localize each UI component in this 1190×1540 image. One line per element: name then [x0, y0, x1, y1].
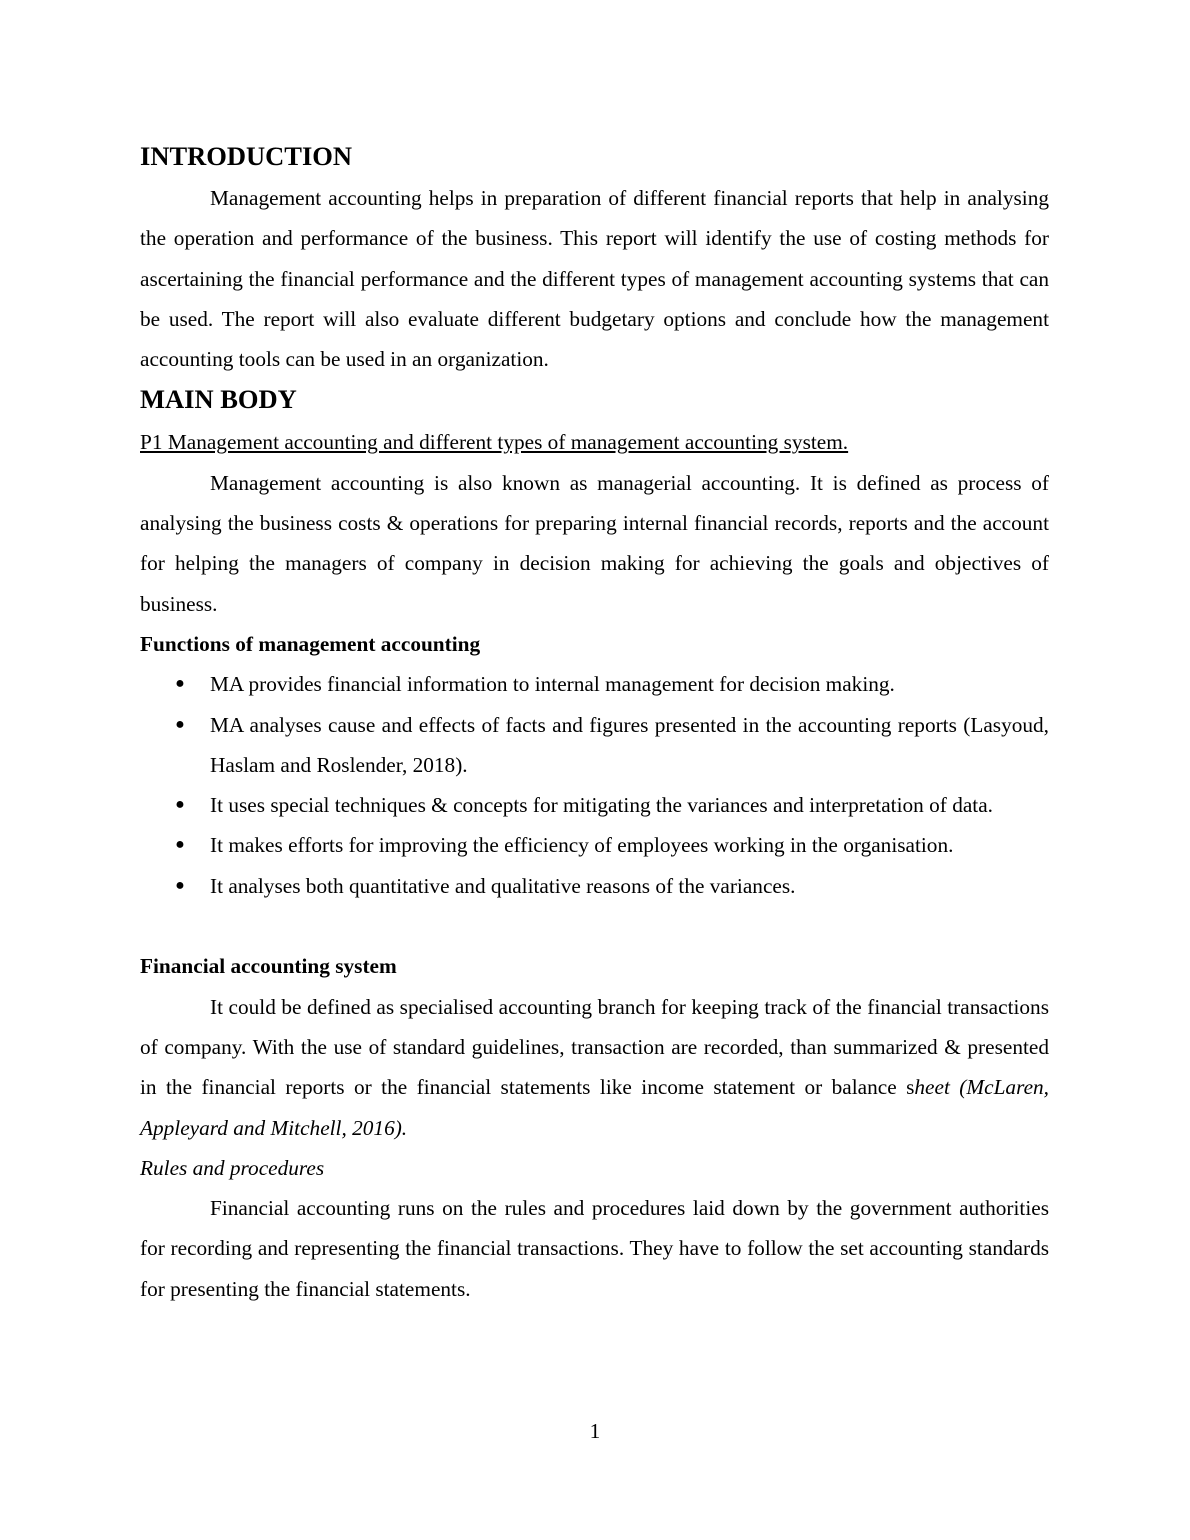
bullet-icon: ●: [175, 876, 185, 894]
rules-procedures-heading: Rules and procedures: [140, 1155, 325, 1180]
list-item: [140, 785, 1049, 825]
p1-paragraph: Management accounting is also known as managerial accounting. It is defined as process of analysing the business costs & operations for preparing internal financial records, reports and the account for helping the managers of company in decision making for achieving the goals and objectives of business.: [140, 470, 1049, 616]
functions-list: [140, 664, 1049, 906]
blank-line: [140, 906, 1049, 946]
introduction-paragraph: Management accounting helps in preparation of different financial reports that help in analysing the operation and performance of the business. This report will identify the use of costing methods for ascertaining the financial performance and the different types of management accounting systems that can be used. The report will also evaluate different budgetary options and conclude how the management accounting tools can be used in an organization.: [140, 186, 1049, 372]
list-item-text: It makes efforts for improving the efficiency of employees working in the organisation.: [210, 833, 954, 858]
financial-accounting-heading: Financial accounting system: [140, 954, 397, 979]
p1-section-title: P1 Management accounting and different types of management accounting system.: [140, 430, 849, 455]
page-number: 1: [589, 1419, 601, 1443]
list-item: [140, 705, 1049, 786]
bullet-icon: ●: [175, 836, 185, 854]
financial-paragraph-text: It could be defined as specialised accounting branch for keeping track of the financial transactions of company. With the use of standard guidelines, transaction are recorded, than summarized & presented in the financial reports or the financial statements like income statement or balance s: [140, 994, 1049, 1100]
list-item-text: MA analyses cause and effects of facts and figures presented in the accounting reports (Lasyoud, Haslam and Roslender, 2018).: [210, 712, 1049, 777]
list-item-text: It analyses both quantitative and qualitative reasons of the variances.: [210, 873, 796, 898]
list-item-text: It uses special techniques & concepts for mitigating the variances and interpretation of data.: [210, 793, 993, 818]
list-item: [140, 664, 1049, 704]
rules-procedures-paragraph: Financial accounting runs on the rules and procedures laid down by the government authorities for recording and representing the financial transactions. They have to follow the set accounting standards for presenting the financial statements.: [140, 1196, 1049, 1301]
introduction-heading: INTRODUCTION: [140, 141, 353, 171]
bullet-icon: ●: [175, 675, 185, 693]
bullet-icon: ●: [175, 796, 185, 814]
financial-accounting-paragraph: [140, 987, 1049, 1148]
bullet-icon: ●: [175, 715, 185, 733]
document-page: [140, 138, 1049, 1309]
functions-heading: Functions of management accounting: [140, 631, 481, 656]
financial-paragraph-citation: heet (McLaren, Appleyard and Mitchell, 2016).: [140, 1075, 1050, 1140]
list-item-text: MA provides financial information to internal management for decision making.: [210, 672, 895, 697]
list-item: [140, 825, 1049, 865]
main-body-heading: MAIN BODY: [140, 384, 297, 415]
list-item: [140, 866, 1049, 906]
